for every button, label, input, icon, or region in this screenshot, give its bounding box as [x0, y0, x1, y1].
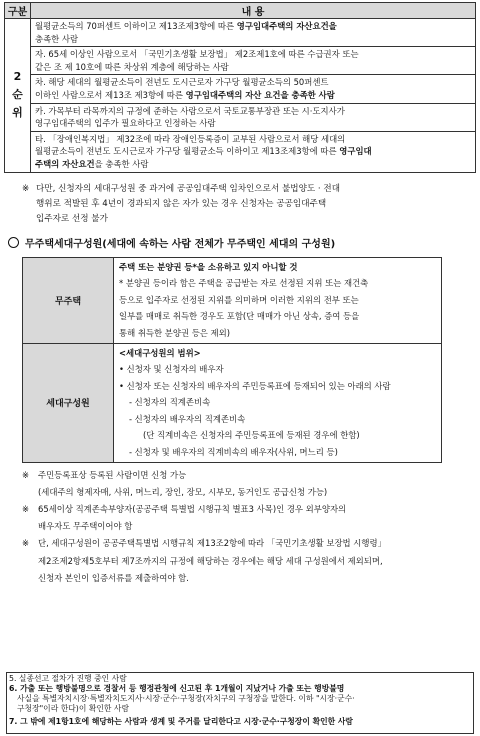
note-disqualification: [4, 182, 476, 227]
homeless-head: 무주택: [23, 257, 114, 343]
note-item: ※ 주민등록표상 등록된 사람이면 신청 가능 (세대주의 형제자매, 사위, 며느리, 장인, 장모, 시부모, 동거인도 공급신청 가능): [22, 469, 328, 497]
criteria-row: 월평균소득의 70퍼센트 이하이고 제13조제3항에 따른 영구임대주택의 자산요건을 충족한 사람: [31, 19, 476, 47]
note-item: ※ 단, 세대구성원이 공공주택특별법 시행규칙 제13조2항에 따라 「국민기초생활 보장법 시행령」 제2조제2항제5호부터 제7조까지의 규정에 해당하는 경우에는 해당 세대 구성원에서 제외되며, 신청자 본인이 입증서류를 제출하여야 함.: [22, 538, 386, 583]
note-text: 다만, 신청자의 세대구성원 중 과거에 공공임대주택 임차인으로서 불법양도 · 전대 행위로 적발된 후 4년이 경과되지 않은 자가 있는 경우 신청자는 공공임대주택 입주자로 선정 불가: [36, 183, 341, 224]
list-item: (단 직계비속은 신청자의 주민등록표에 등재된 경우에 한함): [143, 430, 360, 441]
table-row: [5, 47, 476, 75]
homeless-definition: 주택 또는 분양권 등*을 소유하고 있지 아니할 것 * 분양권 등이라 함은 주택을 공급받는 자로 선정된 지위 또는 재건축 등으로 입주자로 선정된 지위를 의미하며 이러한 지위의 전부 또는 일부를 매매로 취득한 경우도 포함(단 매매가 아닌 상속, 증여 등을 통해 취득한 분양권 등은 제외): [114, 257, 442, 343]
document-page: [4, 2, 476, 587]
list-item: 6. 가출 또는 행방불명으로 경찰서 등 행정관청에 신고된 후 1개월이 지났거나 가출 또는 행방불명: [9, 684, 345, 693]
list-item: • 신청자 또는 신청자의 배우자의 주민등록표에 등재되어 있는 아래의 사람: [119, 380, 391, 391]
priority-table: [4, 2, 476, 173]
criteria-row: 자. 65세 이상인 사람으로서 「국민기초생활 보장법」 제2조제1호에 따른 수급권자 또는 같은 조 제 10호에 따른 차상위 계층에 해당하는 사람: [31, 47, 476, 75]
list-item: - 신청자의 직계존비속: [129, 397, 211, 408]
list-item: 구청장"이라 한다)이 확인한 사람: [17, 704, 129, 713]
note-item: ※ 65세이상 직계존속부양자(공공주택 특별법 시행규칙 별표3 사목)인 경우 외부양자의 배우자도 무주택이어야 함: [22, 504, 347, 532]
table-row: [5, 19, 476, 47]
header-content: 내 용: [31, 3, 476, 19]
list-item: • 신청자 및 신청자의 배우자: [119, 364, 224, 375]
member-notes: [4, 467, 476, 587]
list-item: 7. 그 밖에 제1항1호에 해당하는 사람과 생계 및 주거를 달리한다고 시장·군수·구청장이 확인한 사람: [9, 717, 353, 726]
member-head: 세대구성원: [23, 343, 114, 462]
table-row: [5, 131, 476, 172]
header-rank: 구분: [5, 3, 31, 19]
rank-2-label: 2 순 위: [5, 19, 31, 173]
homeless-member-table: [22, 257, 442, 463]
list-item: 5. 실종선고 절차가 진행 중인 사람: [9, 674, 127, 683]
criteria-row: 차. 해당 세대의 월평균소득이 전년도 도시근로자 가구당 월평균소득의 50퍼센트 이하인 사람으로서 제13조 제3항에 따른 영구임대주택의 자산 요건을 충족한 사람: [31, 75, 476, 103]
excluded-members-box: [6, 672, 474, 734]
table-row: [5, 75, 476, 103]
table-row: [5, 103, 476, 131]
criteria-row: 타. 「장애인복지법」 제32조에 따라 장애인등록증이 교부된 사람으로서 해당 세대의 월평균소득이 전년도 도시근로자 가구당 월평균소득 이하이고 제13조제3항에 따른 영구임대 주택의 자산요건을 충족한 사람: [31, 131, 476, 172]
list-item: 사실을 특별자치시장·특별자치도지사·시장·군수·구청장(자치구의 구청장을 말한다. 이하 "시장·군수·: [17, 694, 355, 703]
criteria-row: 카. 가목부터 라목까지의 규정에 준하는 사람으로서 국토교통부장관 또는 시·도지사가 영구임대주택의 입주가 필요하다고 인정하는 사람: [31, 103, 476, 131]
circle-bullet-icon: [8, 237, 19, 248]
table-row: [23, 343, 442, 462]
member-definition: <세대구성원의 범위> • 신청자 및 신청자의 배우자 • 신청자 또는 신청자의 배우자의 주민등록표에 등재되어 있는 아래의 사람 - 신청자의 직계존비속 - 신청자의 배우자의 직계존비속 (단 직계비속은 신청자의 주민등록표에 등재된 경우에 한함) - 신청자 및 배우자의 직계비속의 배우자(사위, 며느리 등): [114, 343, 442, 462]
priority-table-header: [5, 3, 476, 19]
list-item: - 신청자 및 배우자의 직계비속의 배우자(사위, 며느리 등): [129, 447, 338, 458]
list-item: - 신청자의 배우자의 직계존비속: [129, 413, 246, 424]
note-mark: ※: [22, 183, 30, 194]
table-row: [23, 257, 442, 343]
section-title: 무주택세대구성원(세대에 속하는 사람 전체가 무주택인 세대의 구성원): [6, 237, 476, 253]
